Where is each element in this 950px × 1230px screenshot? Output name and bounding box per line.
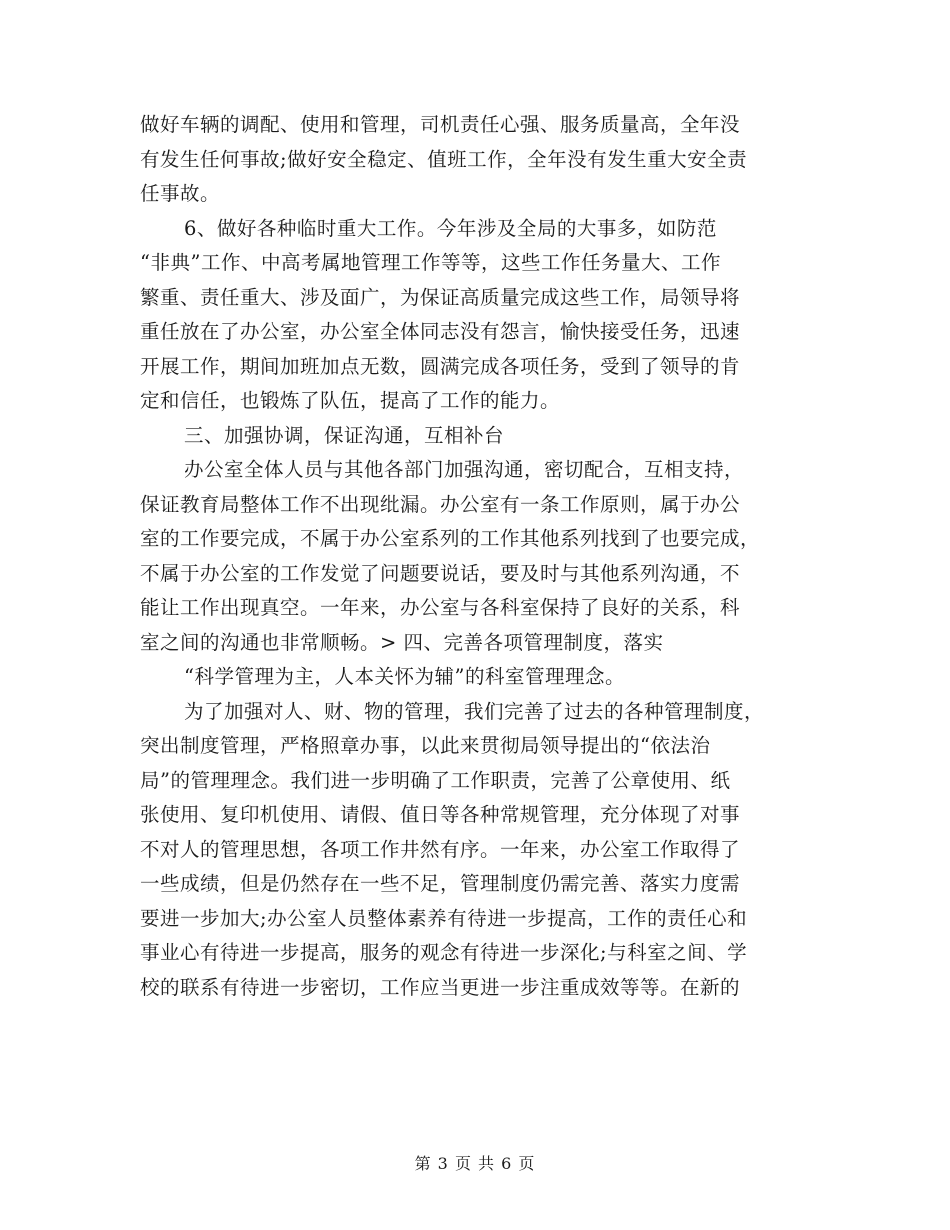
text-line: 三、加强协调，保证沟通，互相补台 [184,423,505,447]
text-line: 突出制度管理，严格照章办事，以此来贯彻局领导提出的“依法治 [140,734,711,757]
text-line: 定和信任，也锻炼了队伍，提高了工作的能力。 [140,389,561,412]
text-line: 张使用、复印机使用、请假、值日等各种常规管理，充分体现了对事 [140,803,741,826]
text-line: 任事故。 [140,182,221,205]
text-line: 重任放在了办公室，办公室全体同志没有怨言，愉快接受任务，迅速 [140,320,741,343]
text-line: 有发生任何事故;做好安全稳定、值班工作，全年没有发生重大安全责 [140,147,748,171]
text-line: 室之间的沟通也非常顺畅。> 四、完善各项管理制度，落实 [140,630,664,654]
text-line: 要进一步加大;办公室人员整体素养有待进一步提高，工作的责任心和 [140,906,748,930]
text-line: 局”的管理理念。我们进一步明确了工作职责，完善了公章使用、纸 [140,768,731,792]
text-line: 保证教育局整体工作不出现纰漏。办公室有一条工作原则，属于办公 [140,492,741,516]
text-line: 事业心有待进一步提高，服务的观念有待进一步深化;与科室之间、学 [140,941,748,964]
text-line: “科学管理为主，人本关怀为辅”的科室管理理念。 [184,665,625,688]
document-body [140,108,810,1005]
page-footer: 第 3 页 共 6 页 [414,1154,536,1173]
text-line: “非典”工作、中高考属地管理工作等等，这些工作任务量大、工作 [140,251,721,274]
text-line: 校的联系有待进一步密切，工作应当更进一步注重成效等等。在新的 [140,975,741,999]
text-line: 能让工作出现真空。一年来，办公室与各科室保持了良好的关系，科 [140,596,741,619]
text-line: 不对人的管理思想，各项工作井然有序。一年来，办公室工作取得了 [140,837,741,861]
text-line: 室的工作要完成，不属于办公室系列的工作其他系列找到了也要完成， [140,527,761,550]
text-line: 开展工作，期间加班加点无数，圆满完成各项任务，受到了领导的肯 [140,354,741,378]
text-line: 6、做好各种临时重大工作。今年涉及全局的大事多，如防范 [184,216,717,240]
text-line: 一些成绩，但是仍然存在一些不足，管理制度仍需完善、落实力度需 [140,872,741,895]
text-line: 办公室全体人员与其他各部门加强沟通，密切配合，互相支持， [184,458,745,481]
text-line: 做好车辆的调配、使用和管理，司机责任心强、服务质量高，全年没 [140,113,741,136]
text-line: 繁重、责任重大、涉及面广，为保证高质量完成这些工作，局领导将 [140,285,741,309]
text-line: 不属于办公室的工作发觉了问题要说话，要及时与其他系列沟通，不 [140,561,741,585]
text-line: 为了加强对人、财、物的管理，我们完善了过去的各种管理制度， [184,699,765,723]
